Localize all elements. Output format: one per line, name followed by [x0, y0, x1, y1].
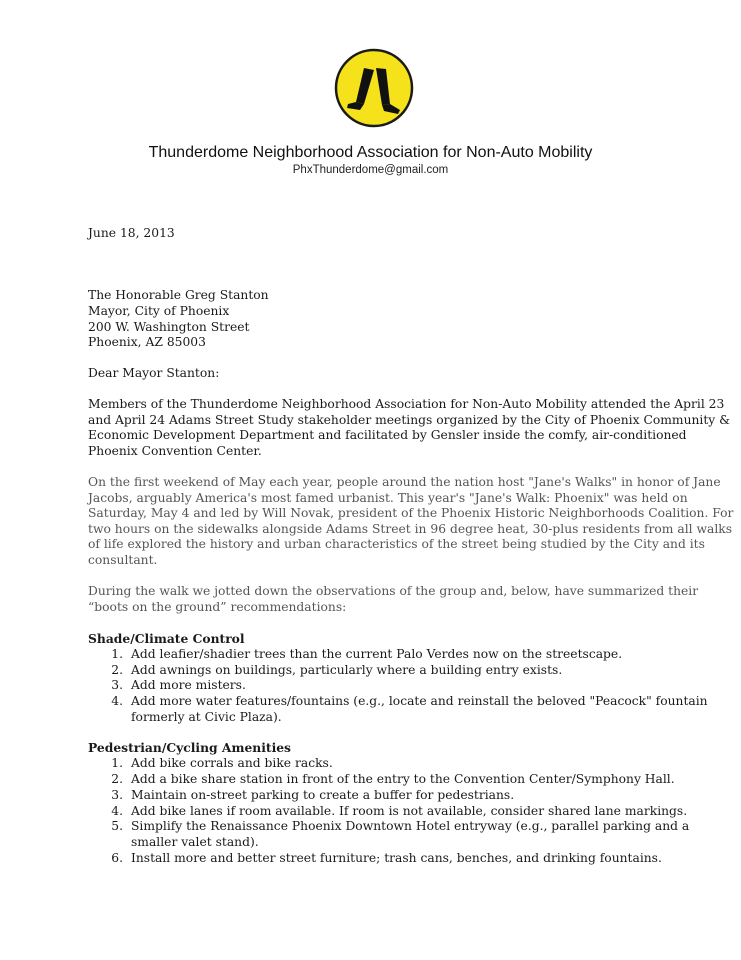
list-item: Add more misters. — [131, 678, 246, 692]
list-item: Maintain on-street parking to create a buffer for pedestrians. — [131, 788, 515, 802]
list-item-continuation: formerly at Civic Plaza). — [131, 710, 282, 724]
list-item-continuation: smaller valet stand). — [131, 835, 259, 849]
list-item: Add bike corrals and bike racks. — [131, 756, 333, 770]
list-item: Install more and better street furniture; trash cans, benches, and drinking fountains. — [131, 851, 662, 865]
section-heading-pedestrian: Pedestrian/Cycling Amenities — [88, 740, 291, 755]
list-item: Add a bike share station in front of the entry to the Convention Center/Symphony Hall. — [131, 772, 675, 786]
salutation: Dear Mayor Stanton: — [88, 366, 220, 380]
list-item: Add awnings on buildings, particularly where a building entry exists. — [131, 663, 563, 677]
list-item: Add leafier/shadier trees than the current Palo Verdes now on the streetscape. — [131, 647, 623, 661]
walking-legs-logo-icon — [334, 48, 414, 128]
list-item: Add more water features/fountains (e.g., locate and reinstall the beloved "Peacock" fountain — [131, 694, 708, 708]
section-heading-shade: Shade/Climate Control — [88, 631, 245, 646]
letter-date: June 18, 2013 — [88, 226, 175, 240]
list-item: Add bike lanes if room available. If room is not available, consider shared lane markings. — [131, 804, 688, 818]
organization-email: PhxThunderdome@gmail.com — [292, 164, 449, 176]
list-item: Simplify the Renaissance Phoenix Downtown Hotel entryway (e.g., parallel parking and a — [131, 819, 690, 833]
organization-name: Thunderdome Neighborhood Association for Non-Auto Mobility — [148, 144, 593, 161]
